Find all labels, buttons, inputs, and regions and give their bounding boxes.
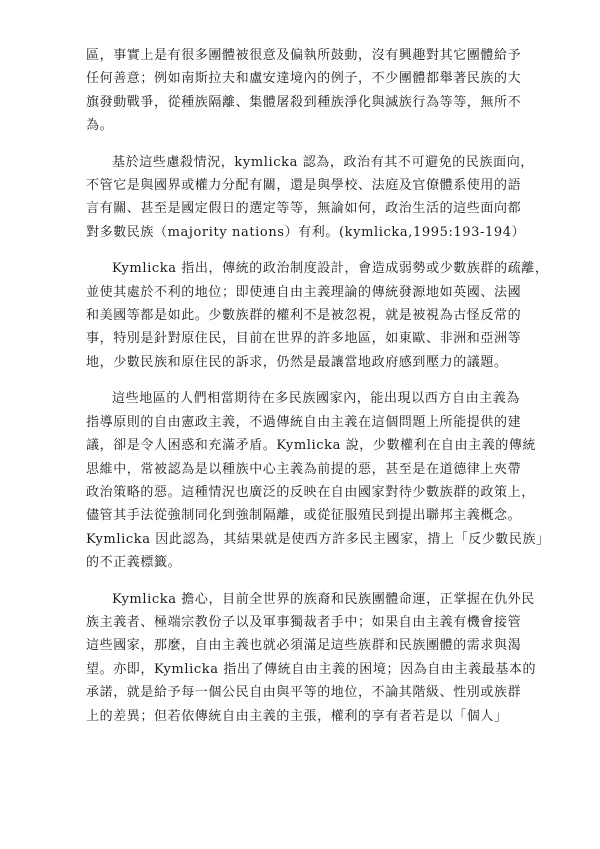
text-line: 並使其處於不利的地位；即使連自由主義理論的傳統發源地如英國、法國 — [86, 284, 522, 300]
paragraph — [86, 588, 537, 728]
text-line: 這些國家，那麼，自由主義也就必須滿足這些族群和民族團體的需求與渴 — [86, 638, 522, 654]
text-line: 區，事實上是有很多團體被很意及偏執所鼓動，沒有興趣對其它團體給予 — [86, 48, 522, 63]
text-line: 思維中，常被認為是以種族中心主義為前提的惡，甚至是在道德律上夾帶 — [86, 461, 522, 477]
paragraph — [86, 387, 550, 574]
text-line: 儘管其手法從強制同化到強制隔離，或從征服殖民到提出聯邦主義概念。 — [86, 508, 522, 524]
text-line: 事，特別是針對原住民，目前在世界的許多地區，如東歐、非洲和亞洲等 — [86, 331, 522, 347]
text-line: 政治策略的惡。這種情況也廣泛的反映在自由國家對待少數族群的政策上， — [86, 484, 535, 500]
text-line: Kymlicka 因此認為，其結果就是使西方許多民主國家，揹上「反少數民族」 — [86, 531, 550, 547]
text-line: 基於這些慮殺情況，kymlicka 認為，政治有其不可避免的民族面向， — [112, 154, 534, 170]
text-line: 任何善意；例如南斯拉夫和盧安達境內的例子，不少團體都舉著民族的大 — [86, 71, 522, 87]
text-line: Kymlicka 擔心，目前全世界的族裔和民族團體命運，正掌握在仇外民 — [112, 591, 535, 607]
paragraph — [86, 257, 549, 374]
text-line: 議，卻是令人困惑和充滿矛盾。Kymlicka 說，少數權利在自由主義的傳統 — [86, 438, 537, 454]
text-line: 不管它是與國界或權力分配有關，還是與學校、法庭及官僚體系使用的語 — [86, 178, 522, 194]
text-line: 旗發動戰爭，從種族隔離、集體屠殺到種族淨化與滅族行為等等，無所不 — [86, 94, 522, 110]
paragraph — [86, 44, 522, 138]
text-line: 上的差異；但若依傳統自由主義的主張，權利的享有者若是以「個人」 — [86, 708, 508, 724]
paragraph — [86, 151, 534, 245]
text-line: 這些地區的人們相當期待在多民族國家內，能出現以西方自由主義為 — [112, 391, 521, 407]
text-line: 承諾，就是給予每一個公民自由與平等的地位，不論其階級、性別或族群 — [86, 685, 522, 701]
text-line: 的不正義標籤。 — [86, 555, 182, 571]
text-line: 對多數民族（majority nations）有利。(kymlicka,1995:193-194） — [86, 224, 526, 240]
text-line: Kymlicka 指出，傳統的政治制度設計，會造成弱勢或少數族群的疏離， — [112, 261, 549, 277]
text-line: 地，少數民族和原住民的訴求，仍然是最讓當地政府感到壓力的議題。 — [86, 354, 508, 370]
text-line: 族主義者、極端宗教份子以及軍事獨裁者手中；如果自由主義有機會接管 — [86, 614, 522, 630]
text-line: 言有關、甚至是國定假日的選定等等，無論如何，政治生活的這些面向都 — [86, 201, 522, 217]
body-text — [86, 44, 550, 741]
text-line: 為。 — [86, 118, 114, 134]
text-line: 指導原則的自由憲政主義，不過傳統自由主義在這個問題上所能提供的建 — [86, 414, 522, 430]
text-line: 和美國等都是如此。少數族群的權利不是被忽視，就是被視為古怪反常的 — [86, 308, 522, 324]
text-line: 望。亦即，Kymlicka 指出了傳統自由主義的困境；因為自由主義最基本的 — [86, 661, 537, 677]
